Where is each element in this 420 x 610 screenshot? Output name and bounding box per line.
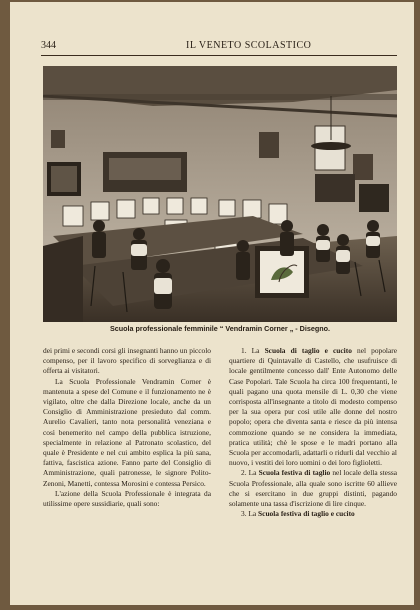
list-item-3 xyxy=(229,509,397,519)
list-item-1-text: nel popolare quartiere di Quintavalle di Castello, che usufruisce di locale gentilmente concesso dall' Ente Autonomo delle Case Popolari. Tale Scuola ha circa 100 frequentanti, le quali pagano una quota mensile di L. 0,30 che viene corrisposta all'insegnante a titolo di modesto compenso per la sua opera pur così utile alle donne del nostro popolo; opera che diventa santa e riesce da più intensa commozione quando se ne considera la immediata, pratica utilità; chè le spose e le madri portano alla Scuola per accomodarli, adattarli o ridurli dal vecchio al nuovo, i vestiti dei loro uomini o dei loro figlioletti. xyxy=(229,346,398,468)
list-item-1 xyxy=(229,346,397,468)
list-item-3-number: 3. La xyxy=(241,509,257,519)
list-item-1-number: 1. La xyxy=(241,346,260,355)
list-item-3-title: Scuola festiva di taglio e cucito xyxy=(258,509,355,519)
running-title: IL VENETO SCOLASTICO xyxy=(186,40,312,51)
list-item-2-number: 2. La xyxy=(241,468,257,478)
left-column xyxy=(43,346,211,509)
left-paragraph-1: dei primi e secondi corsi gli insegnanti hanno un piccolo compenso, per il lavoro specifico di sorveglianza e di offerta ai visitatori. xyxy=(43,346,211,376)
list-item-2 xyxy=(229,468,397,509)
photo-illustration xyxy=(43,66,397,322)
list-item-1-title: Scuola di taglio e cucito xyxy=(264,346,352,355)
left-paragraph-3: L'azione della Scuola Professionale è integrata da utilissime opere sussidiarie, quali sono: xyxy=(43,488,211,509)
list-item-2-title: Scuola festiva di taglio xyxy=(258,468,331,478)
page-number: 344 xyxy=(41,40,56,51)
list-item-2-text: nel locale della stessa Scuola Professionale, alla quale sono iscritte 60 allieve che si esercitano in due gruppi distinti, pagando solamente una tassa d'iscrizione di lire cinque. xyxy=(229,468,397,509)
classroom-photograph xyxy=(43,66,397,322)
page xyxy=(10,2,414,605)
running-header xyxy=(41,40,397,54)
right-column xyxy=(229,346,397,519)
left-paragraph-2: La Scuola Professionale Vendramin Corner è mantenuta a spese del Comune e il funzionamento ne è vigilato, oltre che dalla Direzione locale, anche da un Consiglio di Amministrazione presieduto dal comm. Aurelio Cavalieri, tanto nota personalità veneziana e così benemerito nel campo della pubblica istruzione, specialmente in relazione al Patronato scolastico, del quale è Presidente e nel cui ambito esplica la più sana, fattiva, fascistica azione. Fanno parte del Consiglio di Amministrazione, quali patronesse, le signore Polito-Zenoni, Manetti, contessa Morosini e contessa Persico. xyxy=(43,376,211,488)
photo-caption: Scuola professionale femminile “ Vendramin Corner „ - Disegno. xyxy=(109,324,331,333)
header-rule xyxy=(41,55,397,56)
